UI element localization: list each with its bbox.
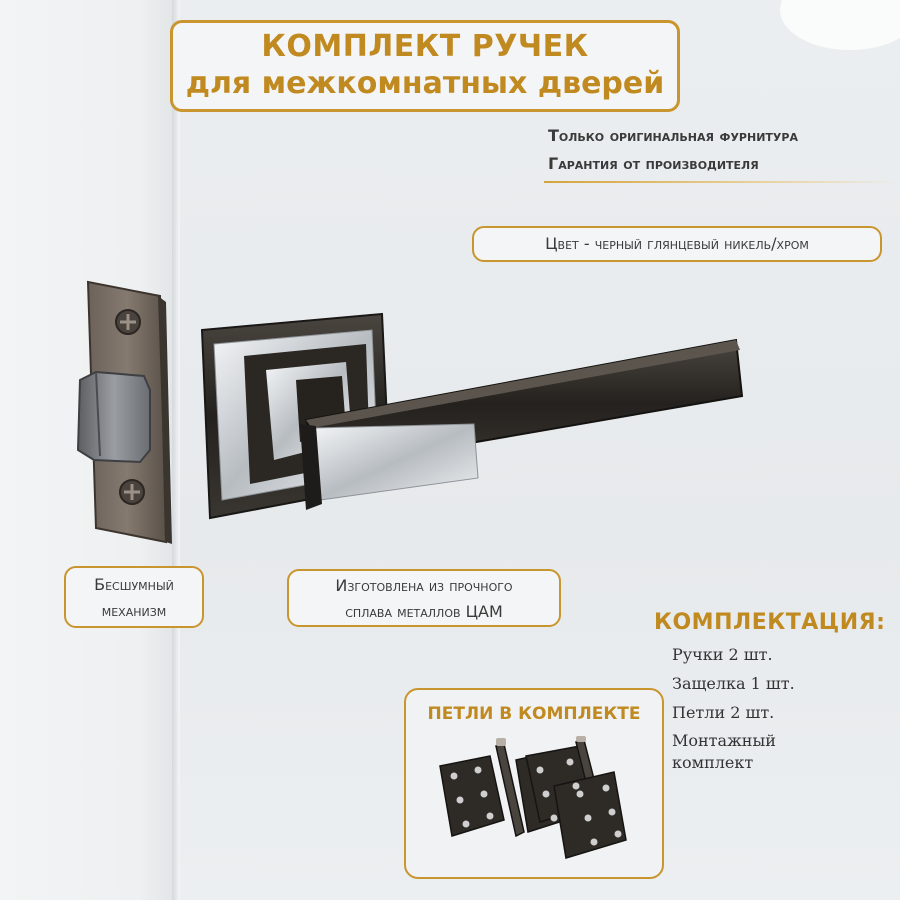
- hinges-title: ПЕТЛИ В КОМПЛЕКТЕ: [427, 704, 641, 724]
- features-underline: [544, 181, 900, 183]
- silent-line-1: Бесшумный: [94, 575, 174, 594]
- material-line-1: Изготовлена из прочного: [335, 576, 513, 595]
- kit-title: КОМПЛЕКТАЦИЯ:: [654, 610, 886, 635]
- title-line-1: КОМПЛЕКТ РУЧЕК: [261, 29, 589, 64]
- silent-line-2: механизм: [101, 601, 167, 620]
- latch-image: [70, 280, 180, 550]
- hinges-image: [430, 736, 640, 866]
- kit-item-latch: Защелка 1 шт.: [672, 674, 795, 693]
- material-label: [287, 569, 561, 627]
- color-label: Цвет - черный глянцевый никель/хром: [472, 226, 882, 262]
- hinges-panel: [404, 688, 664, 879]
- silent-mechanism-label: [64, 566, 204, 628]
- features-block: [548, 122, 798, 178]
- feature-original: Только оригинальная фурнитура: [548, 126, 798, 145]
- material-line-2: сплава металлов ЦАМ: [345, 602, 503, 621]
- title-banner: [170, 20, 680, 112]
- kit-list: [672, 640, 812, 774]
- kit-item-hinges: Петли 2 шт.: [672, 703, 775, 722]
- feature-warranty: Гарантия от производителя: [548, 154, 759, 173]
- title-line-2: для межкомнатных дверей: [185, 66, 665, 101]
- kit-item-mounting: Монтажный комплект: [672, 731, 776, 772]
- kit-item-handles: Ручки 2 шт.: [672, 645, 773, 664]
- door-handle-image: [196, 300, 756, 530]
